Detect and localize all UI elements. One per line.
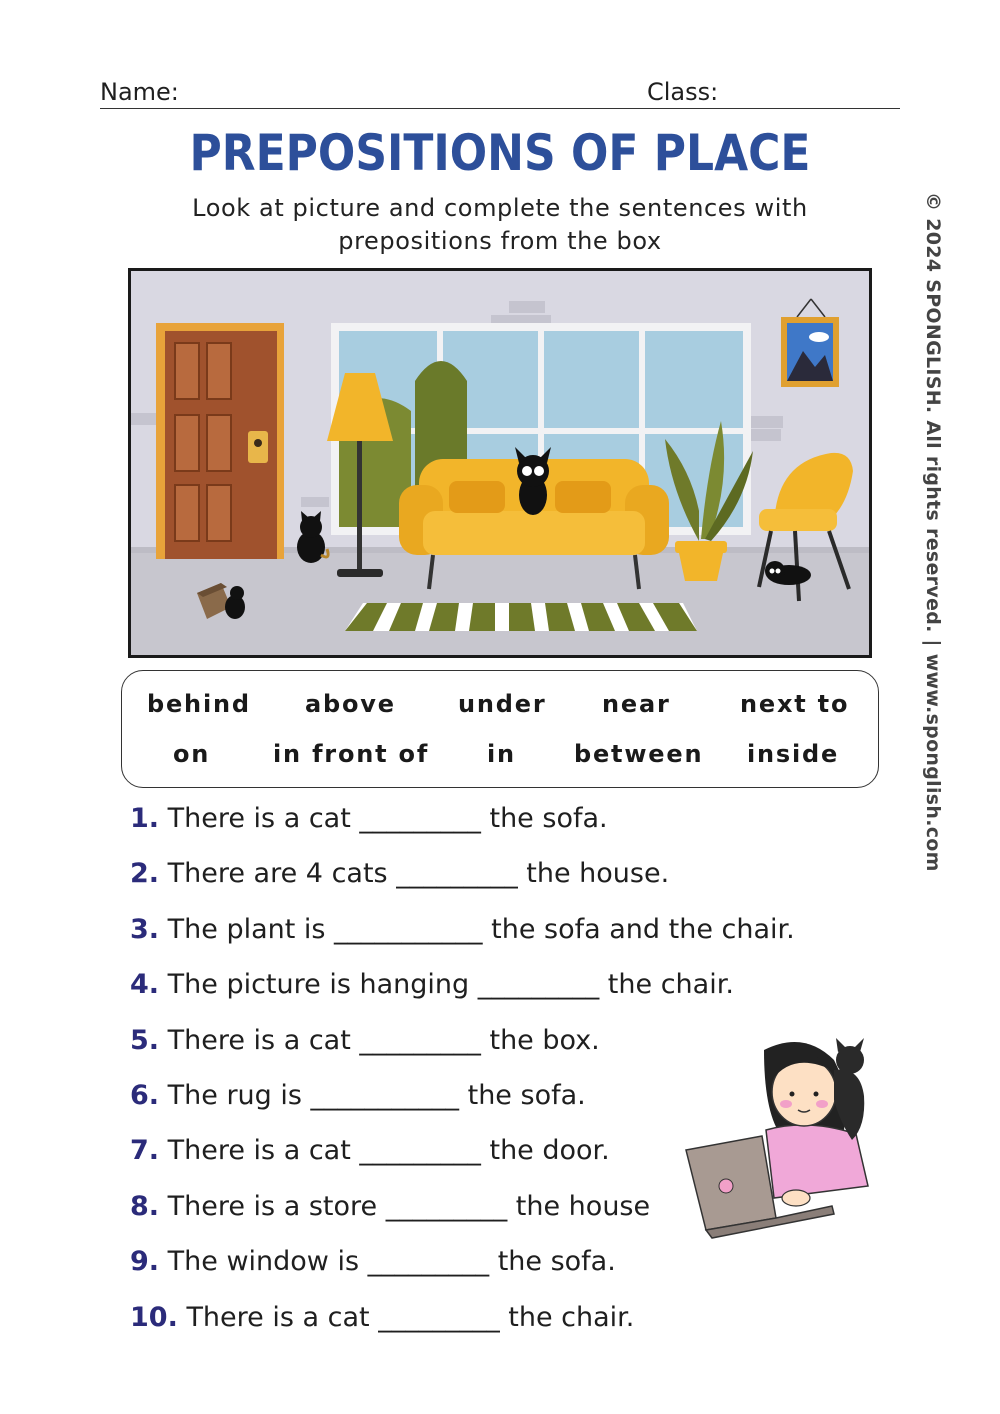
sentence-text: The rug is ___________ the sofa. [167,1080,586,1111]
sentence-text: The picture is hanging _________ the chair. [167,969,734,1000]
sentence-number: 9. [130,1246,160,1277]
sentence-8[interactable] [130,1191,650,1222]
word-next-to: next to [740,690,850,718]
name-class-line[interactable] [100,108,900,109]
sentence-text: The window is _________ the sofa. [167,1246,616,1277]
word-on: on [173,740,211,768]
door [156,323,284,559]
sentence-number: 7. [130,1135,160,1166]
instructions-line-1: Look at picture and complete the sentences with [192,194,808,222]
page-title: PREPOSITIONS OF PLACE [189,124,811,182]
word-under: under [458,690,547,718]
instructions [140,192,860,258]
sentence-text: There is a cat _________ the door. [167,1135,610,1166]
word-above: above [305,690,396,718]
girl-with-laptop-illustration [684,1030,874,1240]
sentence-6[interactable] [130,1080,586,1111]
word-behind: behind [147,690,251,718]
sentence-2[interactable] [130,858,669,889]
word-box [121,670,879,788]
sentence-number: 6. [130,1080,160,1111]
sentence-text: There are 4 cats _________ the house. [167,858,670,889]
sentence-3[interactable] [130,914,795,945]
striped-rug [345,603,697,631]
sentence-number: 2. [130,858,160,889]
living-room-svg [131,271,869,655]
sentence-4[interactable] [130,969,734,1000]
sentence-number: 1. [130,803,160,834]
word-inside: inside [747,740,840,768]
sentence-text: There is a cat _________ the sofa. [167,803,608,834]
class-label: Class: [647,78,719,106]
sentence-text: There is a cat _________ the box. [167,1025,600,1056]
sentence-number: 8. [130,1191,160,1222]
sentence-text: The plant is ___________ the sofa and the chair. [167,914,795,945]
copyright-text: © 2024 SPONGLISH. All rights reserved. | www.sponglish.com [922,192,944,872]
word-in-front-of: in front of [273,740,430,768]
living-room-illustration [128,268,872,658]
sentence-number: 4. [130,969,160,1000]
word-near: near [602,690,671,718]
sentence-number: 3. [130,914,160,945]
word-between: between [574,740,704,768]
name-label: Name: [100,78,179,106]
sentence-number: 10. [130,1302,178,1333]
sentence-text: There is a store _________ the house [167,1191,651,1222]
instructions-line-2: prepositions from the box [338,227,662,255]
sentence-5[interactable] [130,1025,600,1056]
sentence-number: 5. [130,1025,160,1056]
sentence-7[interactable] [130,1135,610,1166]
sentence-9[interactable] [130,1246,616,1277]
sentence-10[interactable] [130,1302,634,1333]
sentence-text: There is a cat _________ the chair. [186,1302,635,1333]
sentence-1[interactable] [130,803,608,834]
word-in: in [487,740,516,768]
